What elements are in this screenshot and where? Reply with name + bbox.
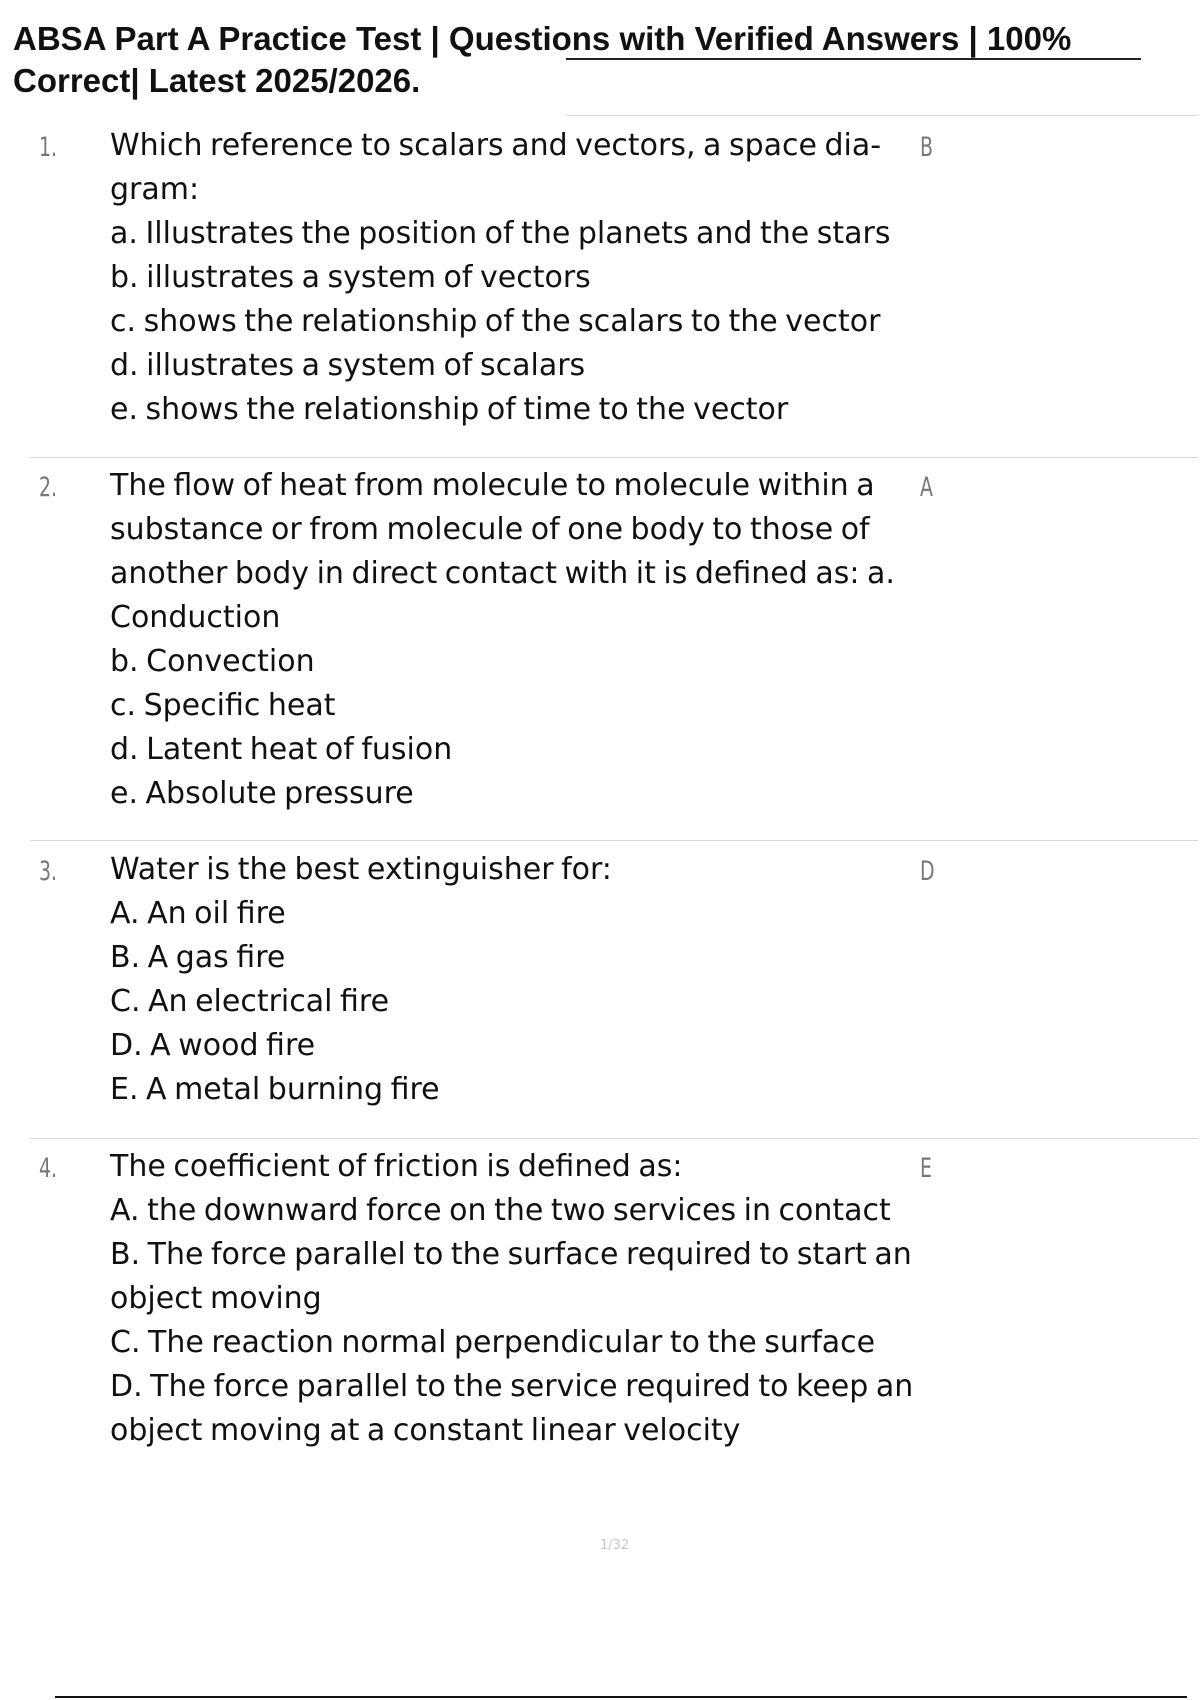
question-stem: Which reference to scalars and vectors, a space dia- gram: [110, 128, 882, 207]
answer-key: E [920, 1153, 932, 1184]
answer-option: D. A wood fire [110, 1028, 316, 1063]
question-body [110, 464, 950, 816]
answer-option: B. A gas fire [110, 940, 286, 975]
question-block-4 [30, 1145, 1198, 1465]
answer-option: e. Absolute pressure [110, 776, 414, 811]
answer-option: B. The force parallel to the surface required to start an object moving [110, 1237, 912, 1316]
footer-rule [55, 1696, 1187, 1698]
question-number: 4. [39, 1153, 58, 1184]
answer-option: d. Latent heat of fusion [110, 732, 453, 767]
answer-option: a. Illustrates the position of the planets and the stars [110, 216, 891, 251]
question-body [110, 1145, 950, 1453]
answer-key: D [920, 856, 935, 887]
question-number: 2. [39, 472, 58, 503]
answer-option: c. shows the relationship of the scalars to the vector [110, 304, 881, 339]
question-stem: The coefficient of friction is defined as: [110, 1149, 683, 1184]
question-body [110, 848, 950, 1112]
page-title: ABSA Part A Practice Test | Questions with Verified Answers | 100% Correct| Latest 2025/2026. [13, 20, 1072, 99]
answer-key: B [920, 132, 933, 163]
top-divider [566, 115, 1198, 116]
answer-option: d. illustrates a system of scalars [110, 348, 586, 383]
answer-key: A [920, 472, 933, 503]
answer-option: C. An electrical fire [110, 984, 390, 1019]
answer-option: C. The reaction normal perpendicular to the surface [110, 1325, 876, 1360]
answer-option: b. illustrates a system of vectors [110, 260, 591, 295]
answer-option: A. the downward force on the two services in contact [110, 1193, 891, 1228]
question-block-1 [30, 124, 1198, 458]
answer-option: A. An oil fire [110, 896, 286, 931]
title-underline [566, 58, 1141, 60]
page-number: 1/32 [600, 1538, 630, 1553]
question-stem: Water is the best extinguisher for: [110, 852, 612, 887]
answer-option: e. shows the relationship of time to the vector [110, 392, 789, 427]
question-body [110, 124, 950, 432]
question-number: 1. [39, 132, 58, 163]
answer-option: b. Convection [110, 644, 315, 679]
question-stem: The flow of heat from molecule to molecule within a substance or from molecule of one body to those of another body in direct contact with it is defined as: a. Conduction [110, 468, 895, 635]
question-block-2 [30, 464, 1198, 841]
answer-option: E. A metal burning fire [110, 1072, 440, 1107]
answer-option: D. The force parallel to the service required to keep an object moving at a constant linear velocity [110, 1369, 914, 1448]
answer-option: c. Specific heat [110, 688, 336, 723]
question-number: 3. [39, 856, 58, 887]
question-block-3 [30, 848, 1198, 1139]
